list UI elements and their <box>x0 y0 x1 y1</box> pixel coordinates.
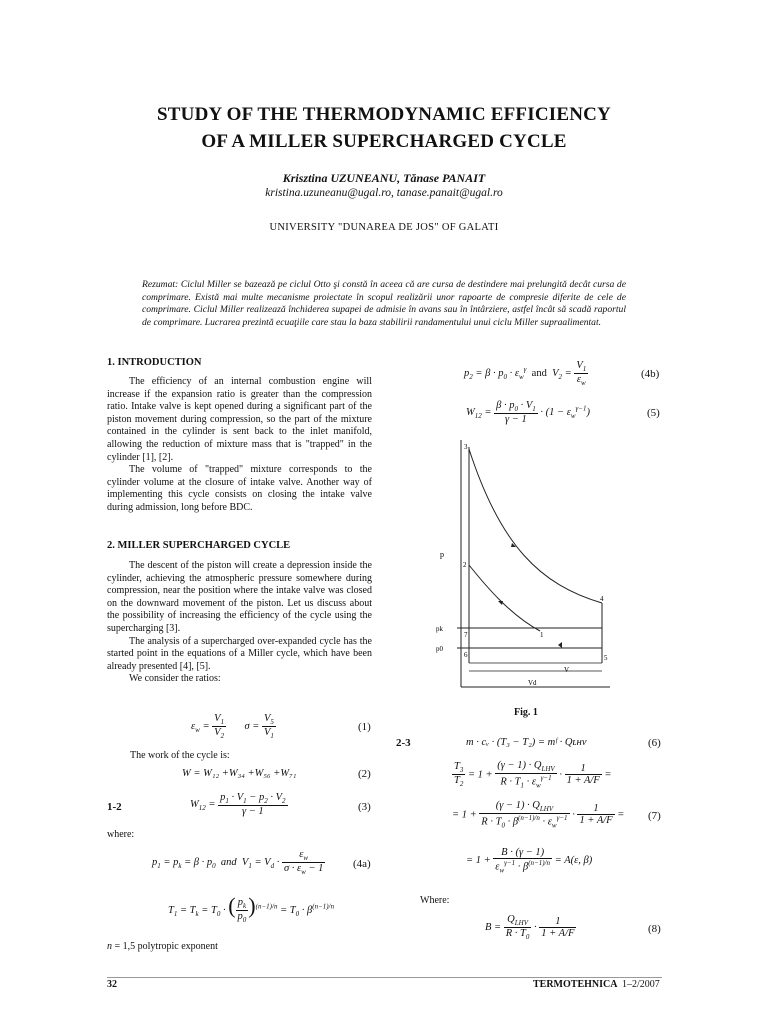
section-2-paragraph-3: We consider the ratios: <box>129 673 221 685</box>
equation-7-line2: = 1 + $\frac{(\gamma - 1) \cdot Q_{LHV}}{R \cdot T_0 \cdot \beta^{(n-1)/n} \cdot \varepsilon_w^{\gamma-1}}$ · $\frac{1}{1 + A/F}$ = <box>452 800 625 830</box>
equation-number-6: (6) <box>648 737 661 749</box>
point-3: 3 <box>464 443 468 451</box>
equation-2: W = W₁₂ +W₃₄ +W₅₆ +W₇₁ <box>182 768 297 779</box>
figure-caption: Fig. 1 <box>514 707 538 718</box>
equation-8: B = $\frac{Q_{LHV}}{R \cdot T_0}$ · $\frac{1}{1 + A/F}$ <box>485 914 575 942</box>
equation-number-4b: (4b) <box>641 368 660 380</box>
author-emails: kristina.uzuneanu@ugal.ro, tanase.panait@ugal.ro <box>265 187 503 199</box>
work-text: The work of the cycle is: <box>130 750 230 761</box>
equation-number-3: (3) <box>358 801 371 813</box>
equation-number-5: (5) <box>647 407 660 419</box>
abstract: Rezumat: Ciclul Miller se bazează pe ciclul Otto şi constă în aceea că are cursa de destindere mai prelungită decât cursa de comprimare. Există mai multe mecanisme proiectate în scopul realizării unor rapoarte de compresie diferite de cele de comprimare. Ciclul Miller realizează închiderea supapei de admisie în avans sau în întârziere, astfel încât să scadă raportul de comprimare. Lucrarea prezintă ecuaţiile care stau la baza stabilirii randamentului unui ciclu Miller supraalimentat. <box>142 279 626 328</box>
journal-name: TERMOTEHNICA <box>533 979 618 990</box>
section-1-body <box>107 376 372 515</box>
process-label-1-2: 1-2 <box>107 801 122 813</box>
vd-label: Vd <box>528 679 537 687</box>
equation-7-line1: $\frac{T_3}{T_2}$ = 1 + $\frac{(\gamma - 1) \cdot Q_{LHV}}{R \cdot T_1 \cdot \varepsilon_w^{\gamma-1}}$ · $\frac{1}{1 + A/F}$ = <box>454 760 612 790</box>
pk-label: pk <box>436 625 443 633</box>
section-2-heading: 2. MILLER SUPERCHARGED CYCLE <box>107 540 291 551</box>
equation-number-8: (8) <box>648 923 661 935</box>
arrow-p0 <box>558 642 562 648</box>
point-4: 4 <box>600 595 604 603</box>
section-1-paragraph-1: The efficiency of an internal combustion engine will increase if the expansion ratio is greater than the compression ratio. Intake valve is kept opened during a significant part of the piston movement during compression, so the part of the mixture contained in the cylinder is sent back to the inlet manifold, allowing the reduction of mixture mass that is "trapped" in the cylinder [1], [2]. <box>107 376 372 463</box>
point-7: 7 <box>464 631 468 639</box>
university: UNIVERSITY "DUNAREA DE JOS" OF GALATI <box>269 222 499 233</box>
and-word: and <box>531 368 547 379</box>
section-2-paragraph-2: The analysis of a supercharged over-expanded cycle has the started point in the equations of a Miller cycle, which have been already presented [4], [5]. <box>107 635 372 672</box>
equation-number-7: (7) <box>648 810 661 822</box>
equation-4a: $p_1 = p_k = \beta \cdot p_0$ and $V_1 = V_d$ · $\frac{\varepsilon_w}{\sigma \cdot \varepsilon_w - 1}$ <box>152 849 324 877</box>
point-5: 5 <box>604 654 608 662</box>
authors: Krisztina UZUNEANU, Tănase PANAIT <box>282 171 486 185</box>
curve-3-4 <box>469 449 602 603</box>
arrow-compression <box>498 601 503 605</box>
section-2-paragraph-1: The descent of the piston will create a depression inside the cylinder, achieving the atmospheric pressure somewhere during compression, near the position where the intake valve was closed on the downward movement of the piston. Let us discuss about the possibility of increasing the efficiency of the cycle using the supercharging [3]. <box>107 560 372 634</box>
paper-title-line2: OF A MILLER SUPERCHARGED CYCLE <box>201 131 567 152</box>
point-2: 2 <box>463 561 467 569</box>
equation-6: m · cᵥ · (T₃ − T₂) = mᶠ · Qʟʜᴠ <box>466 737 587 748</box>
footer-rule <box>107 977 662 978</box>
curve-1-2 <box>469 565 540 631</box>
page-number: 32 <box>107 979 117 990</box>
process-label-2-3: 2-3 <box>396 737 411 749</box>
p0-label: p0 <box>436 645 443 653</box>
section-1-paragraph-2: The volume of "trapped" mixture corresponds to the cylinder volume at the closure of intake valve. Another way of implementing this cycle consists on closing the intake valve during admission, long before BDC. <box>107 464 372 513</box>
axis-v-label: V <box>564 666 570 674</box>
equation-4b: $p_2 = \beta \cdot p_0 \cdot \varepsilon_w^\gamma$ and $V_2$ = $\frac{V_1}{\varepsilon_w}$ <box>464 360 587 388</box>
paper-title-line1: STUDY OF THE THERMODYNAMIC EFFICIENCY <box>157 104 611 125</box>
where-text-2: Where: <box>420 895 450 906</box>
journal-issue: 1–2/2007 <box>622 979 660 990</box>
where-text-1: where: <box>107 829 135 840</box>
n-symbol: n <box>107 941 112 952</box>
point-1: 1 <box>540 631 544 639</box>
section-1-heading: 1. INTRODUCTION <box>107 357 202 368</box>
equation-temperature: $T_1 = T_k = T_0$ · ( $\frac{p_k}{p_0}$ )$^{(n-1)/n} = T_0 \cdot \beta^{(n-1)/n}$ <box>168 893 335 925</box>
equation-number-2: (2) <box>358 768 371 780</box>
point-6: 6 <box>464 651 468 659</box>
equation-5: $W_{12}$ = $\frac{\beta \cdot p_0 \cdot V_1}{\gamma - 1}$ · $(1 - \varepsilon_w^{\gamma-1})$ <box>466 400 591 426</box>
axis-p-label: p <box>440 550 444 559</box>
polytropic-exponent: = 1,5 polytropic exponent <box>114 941 218 952</box>
polytropic-text <box>107 941 218 954</box>
equation-1: $\varepsilon_w$ = $\frac{V_1}{V_2}$ σ = $\frac{V_5}{V_1}$ <box>191 713 274 741</box>
equation-number-1: (1) <box>358 721 371 733</box>
equation-7-line3: = 1 + $\frac{B \cdot (\gamma - 1)}{\varepsilon_w^{\gamma-1} \cdot \beta^{(n-1)/n}}$ = A(ε, β) <box>466 847 593 875</box>
equation-3: $W_{12}$ = $\frac{p_1 \cdot V_1 - p_2 \cdot V_2}{\gamma - 1}$ <box>190 792 286 818</box>
equation-number-4a: (4a) <box>353 858 371 870</box>
pv-diagram <box>430 435 630 697</box>
section-2-body <box>107 560 372 686</box>
